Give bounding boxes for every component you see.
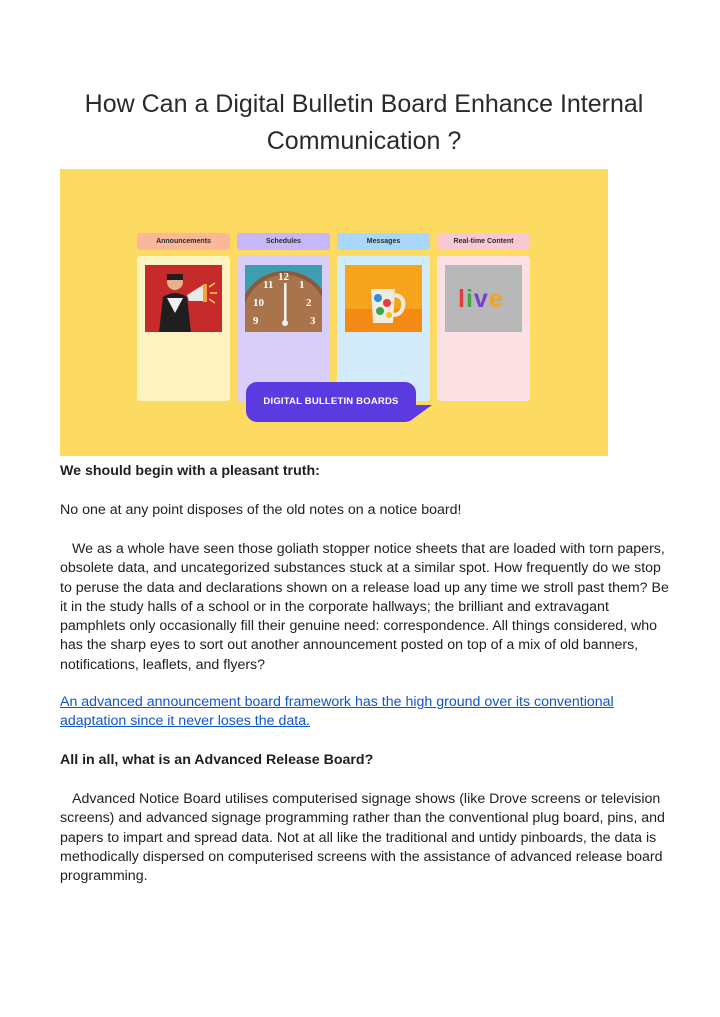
clock-number-1: 1 xyxy=(299,279,305,291)
column-header-schedules: Schedules xyxy=(237,233,330,250)
column-body-schedules xyxy=(237,256,330,401)
clock-number-11: 11 xyxy=(263,279,274,291)
paragraph-advanced-notice-board: Advanced Notice Board utilises computerised signage shows (like Drove screens or television screens) and advanced signage programming rather than the conventional plug board, pins, and papers to impart and spread data. Not at all like the traditional and untidy pinboards, the data is methodically dispersed on computerised screens with the assistance of advanced release board programming. xyxy=(60,791,665,885)
mug-image xyxy=(345,265,422,332)
column-body-announcements xyxy=(137,256,230,401)
heading-pleasant-truth: We should begin with a pleasant truth: xyxy=(60,463,320,479)
clock-number-12: 12 xyxy=(278,271,289,283)
column-body-real-time-content xyxy=(437,256,530,401)
column-header-real-time-content: Real-time Content xyxy=(437,233,530,250)
paragraph-notice-sheets: We as a whole have seen those goliath stopper notice sheets that are loaded with torn papers, obsolete data, and uncategorized substances stuck at a similar spot. How frequently do we stop to peruse the data and declarations shown on a release load up any time we stroll past them? Be it in the study halls of a school or in the corporate hallways; the brilliant and extravagant pamphlets only occasionally fill their genuine need: correspondence. All things considered, who has the sharp eyes to sort out another announcement posted on top of a mix of old banners, notifications, leaflets, and flyers? xyxy=(60,541,669,673)
column-body-messages xyxy=(337,256,430,401)
digital-bulletin-boards-callout: DIGITAL BULLETIN BOARDS xyxy=(246,382,416,422)
column-schedules xyxy=(237,233,330,327)
advanced-board-link[interactable]: An advanced announcement board framework has the high ground over its conventional adaptation since it never loses the data. xyxy=(60,694,614,730)
live-letters xyxy=(458,285,504,313)
column-header-announcements: Announcements xyxy=(137,233,230,250)
mug-icon xyxy=(345,265,422,332)
clock-number-3: 3 xyxy=(310,315,316,327)
paragraph-old-notes: No one at any point disposes of the old notes on a notice board! xyxy=(60,502,462,518)
column-messages xyxy=(337,233,430,250)
column-real-time-content xyxy=(437,233,530,313)
live-letter-i: i xyxy=(465,285,474,313)
live-letters-image xyxy=(445,265,522,332)
clock-number-9: 9 xyxy=(253,315,259,327)
megaphone-man-image xyxy=(145,265,222,332)
live-letter-v: v xyxy=(473,285,489,313)
column-announcements xyxy=(137,233,230,250)
column-header-messages: Messages xyxy=(337,233,430,250)
bulletin-board-banner xyxy=(60,169,608,456)
clock-number-10: 10 xyxy=(253,297,264,309)
page-title: How Can a Digital Bulletin Board Enhance Internal Communication ? xyxy=(84,90,644,155)
clock-number-2: 2 xyxy=(306,297,312,309)
clock-image xyxy=(245,265,322,332)
heading-advanced-release-board: All in all, what is an Advanced Release Board? xyxy=(60,752,374,768)
live-letter-e: e xyxy=(488,285,504,313)
callout-tail xyxy=(410,405,432,421)
live-letter-l: l xyxy=(458,285,466,313)
megaphone-man-icon xyxy=(145,265,222,332)
